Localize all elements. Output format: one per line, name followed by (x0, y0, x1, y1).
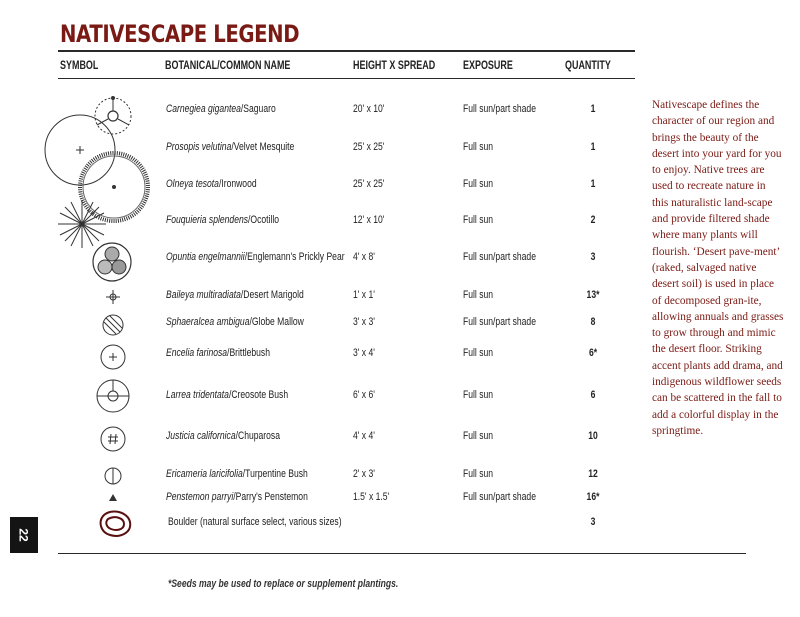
name-cell (166, 430, 280, 442)
common-name: /Ocotillo (248, 214, 280, 226)
quantity-cell: 3 (590, 516, 596, 528)
common-name: /Velvet Mesquite (231, 141, 295, 153)
botanical-name: Encelia farinosa (166, 347, 228, 359)
page-number: 22 (16, 528, 31, 542)
name-cell (166, 347, 270, 359)
botanical-name: Baileya multiradiata (166, 289, 241, 301)
quantity-cell: 10 (588, 430, 598, 442)
exposure-cell: Full sun (463, 214, 494, 226)
size-cell: 12' x 10' (353, 214, 385, 226)
header-symbol: SYMBOL (60, 60, 99, 72)
quantity-cell: 6 (590, 389, 596, 401)
plant-symbols (0, 0, 160, 560)
botanical-name: Sphaeralcea ambigua (166, 316, 250, 328)
exposure-cell: Full sun/part shade (463, 316, 536, 328)
brittlebush-symbol (101, 345, 125, 369)
turpentine-bush-symbol (105, 468, 121, 484)
exposure-cell: Full sun (463, 141, 494, 153)
quantity-cell: 2 (590, 214, 596, 226)
common-name: /Turpentine Bush (242, 468, 308, 480)
size-cell: 1' x 1' (353, 289, 375, 301)
botanical-name: Carnegiea gigantea (166, 103, 241, 115)
exposure-cell: Full sun (463, 178, 494, 190)
name-cell (166, 389, 288, 401)
globe-mallow-symbol (103, 315, 123, 335)
name-cell (166, 316, 304, 328)
size-cell: 4' x 8' (353, 251, 375, 263)
exposure-cell: Full sun/part shade (463, 491, 536, 503)
chuparosa-symbol (101, 427, 125, 451)
common-name: Boulder (natural surface select, various sizes) (168, 516, 342, 528)
header-size: HEIGHT X SPREAD (353, 60, 436, 72)
size-cell: 25' x 25' (353, 178, 385, 190)
ironwood-symbol (80, 153, 148, 221)
penstemon-symbol (109, 494, 117, 501)
common-name: /Saguaro (240, 103, 276, 115)
common-name: /Brittlebush (227, 347, 270, 359)
name-cell (166, 103, 276, 115)
saguaro-symbol (95, 96, 131, 134)
name-cell (166, 289, 304, 301)
ocotillo-symbol (58, 200, 106, 248)
botanical-name: Penstemon parryi (166, 491, 234, 503)
botanical-name: Olneya tesota (166, 178, 219, 190)
botanical-name: Opuntia engelmannii (166, 251, 245, 263)
name-cell (166, 178, 257, 190)
quantity-cell: 6* (588, 347, 598, 359)
botanical-name: Justicia californica (166, 430, 236, 442)
botanical-name: Ericameria laricifolia (166, 468, 243, 480)
exposure-cell: Full sun/part shade (463, 251, 536, 263)
common-name: /Globe Mallow (249, 316, 304, 328)
exposure-cell: Full sun (463, 289, 494, 301)
size-cell: 2' x 3' (353, 468, 375, 480)
botanical-name: Fouquieria splendens (166, 214, 249, 226)
description-text: Nativescape defines the character of our region and brings the beauty of the desert into your yard for you to enjoy. Native trees are used to recreate nature in this naturalistic land-scape and provide filtered shade where many plants will flourish. ‘Desert pave-ment’ (raked, salvaged native desert soil) is used in place of decomposed gran-ite, allowing annuals and grasses to grow through and mimic the desert floor. Striking accent plants add drama, and indigenous wildflower seeds can be scattered in the fall to add a colorful display in the springtime. (652, 99, 784, 437)
common-name: /Creosote Bush (228, 389, 289, 401)
name-cell (168, 516, 342, 528)
creosote-bush-symbol (97, 380, 129, 412)
quantity-cell: 1 (590, 141, 596, 153)
exposure-cell: Full sun/part shade (463, 103, 536, 115)
size-cell: 1.5' x 1.5' (353, 491, 390, 503)
size-cell: 3' x 4' (353, 347, 375, 359)
name-cell (166, 491, 308, 503)
exposure-cell: Full sun (463, 430, 494, 442)
exposure-cell: Full sun (463, 389, 494, 401)
footnote: *Seeds may be used to replace or supplement plantings. (168, 578, 399, 590)
size-cell: 20' x 10' (353, 103, 385, 115)
desert-marigold-symbol (106, 290, 120, 304)
name-cell (166, 251, 345, 263)
botanical-name: Larrea tridentata (166, 389, 229, 401)
page-title: NATIVESCAPE LEGEND (60, 20, 300, 48)
header-exposure: EXPOSURE (463, 60, 513, 72)
size-cell: 6' x 6' (353, 389, 375, 401)
footer-rule (58, 553, 746, 554)
common-name: /Chuparosa (235, 430, 280, 442)
size-cell: 3' x 3' (353, 316, 375, 328)
common-name: /Englemann's Prickly Pear (244, 251, 345, 263)
velvet-mesquite-symbol (45, 115, 115, 185)
size-cell: 4' x 4' (353, 430, 375, 442)
exposure-cell: Full sun (463, 468, 494, 480)
quantity-cell: 1 (590, 103, 596, 115)
name-cell (166, 468, 308, 480)
quantity-cell: 8 (590, 316, 596, 328)
header-quantity: QUANTITY (565, 60, 611, 72)
header-name: BOTANICAL/COMMON NAME (165, 60, 291, 72)
name-cell (166, 214, 279, 226)
prickly-pear-symbol (93, 243, 131, 281)
name-cell (166, 141, 294, 153)
size-cell: 25' x 25' (353, 141, 385, 153)
quantity-cell: 12 (588, 468, 598, 480)
boulder-symbol (101, 511, 131, 535)
quantity-cell: 1 (590, 178, 596, 190)
quantity-cell: 13* (586, 289, 600, 301)
common-name: /Desert Marigold (240, 289, 304, 301)
quantity-cell: 16* (586, 491, 600, 503)
page-number-tab (10, 517, 38, 553)
common-name: /Parry's Penstemon (233, 491, 308, 503)
botanical-name: Prosopis velutina (166, 141, 232, 153)
exposure-cell: Full sun (463, 347, 494, 359)
quantity-cell: 3 (590, 251, 596, 263)
common-name: /Ironwood (218, 178, 257, 190)
